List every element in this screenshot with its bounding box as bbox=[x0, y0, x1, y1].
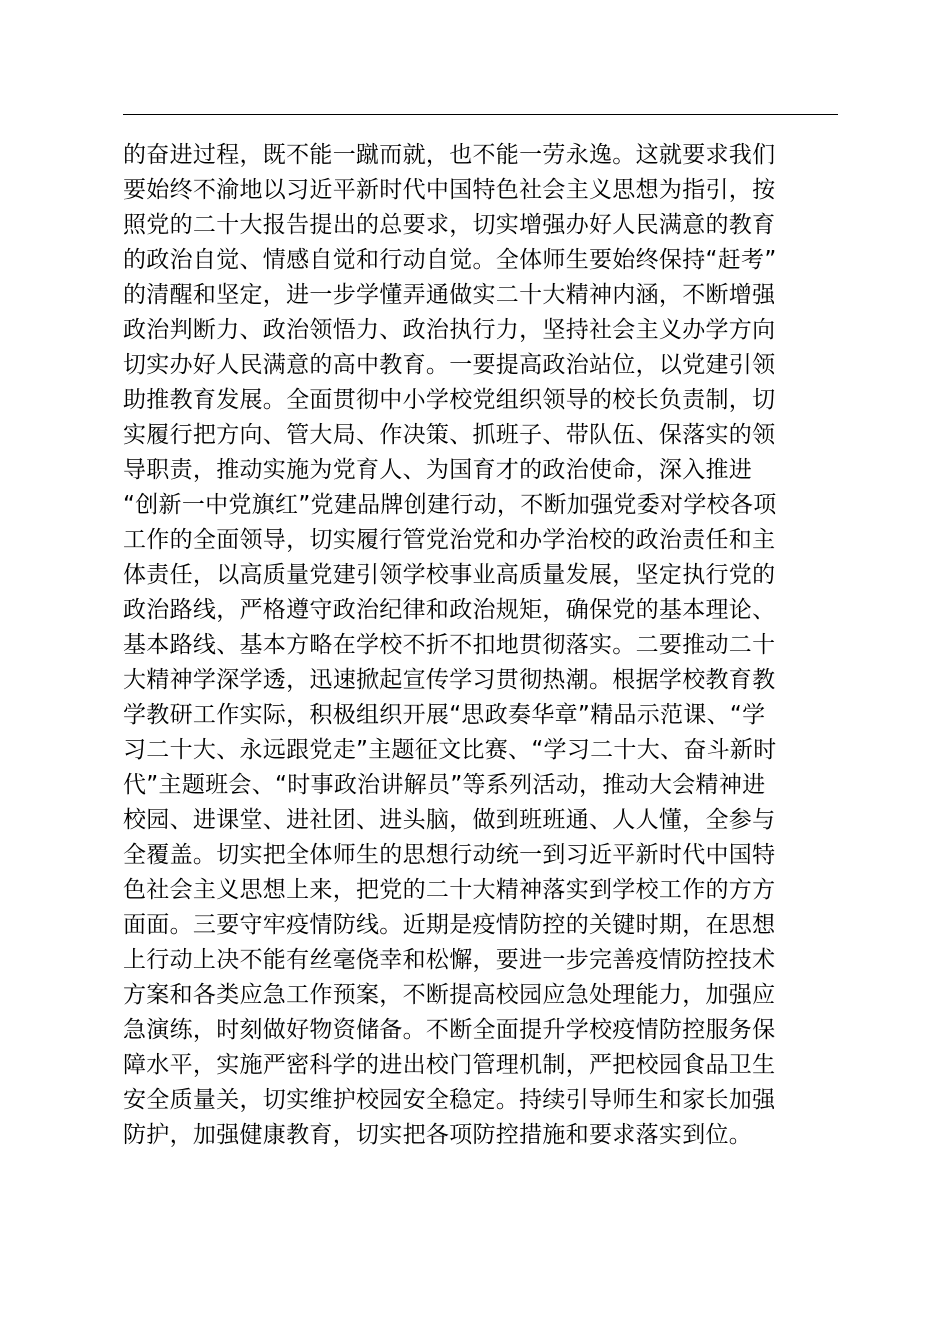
text-line: 防护，加强健康教育，切实把各项防控措施和要求落实到位。 bbox=[123, 1122, 753, 1148]
text-line: 导职责，推动实施为党育人、为国育才的政治使命，深入推进 bbox=[123, 457, 753, 483]
text-line: 政治判断力、政治领悟力、政治执行力，坚持社会主义办学方向 bbox=[123, 317, 776, 343]
text-line: 的政治自觉、情感自觉和行动自觉。全体师生要始终保持“赶考” bbox=[123, 247, 777, 273]
text-line: 政治路线，严格遵守政治纪律和政治规矩，确保党的基本理论、 bbox=[123, 597, 776, 623]
text-line: 习二十大、永远跟党走”主题征文比赛、“学习二十大、奋斗新时 bbox=[123, 737, 777, 763]
body-paragraph bbox=[123, 138, 838, 1153]
text-line: 体责任，以高质量党建引领学校事业高质量发展，坚定执行党的 bbox=[123, 562, 776, 588]
text-line: 面面。三要守牢疫情防线。近期是疫情防控的关键时期，在思想 bbox=[123, 912, 776, 938]
text-line: 色社会主义思想上来，把党的二十大精神落实到学校工作的方方 bbox=[123, 877, 776, 903]
text-line: 方案和各类应急工作预案，不断提高校园应急处理能力，加强应 bbox=[123, 982, 776, 1008]
text-line: 全覆盖。切实把全体师生的思想行动统一到习近平新时代中国特 bbox=[123, 842, 776, 868]
text-line: 的奋进过程，既不能一蹴而就，也不能一劳永逸。这就要求我们 bbox=[123, 142, 776, 168]
text-line: 安全质量关，切实维护校园安全稳定。持续引导师生和家长加强 bbox=[123, 1087, 776, 1113]
text-line: 实履行把方向、管大局、作决策、抓班子、带队伍、保落实的领 bbox=[123, 422, 776, 448]
text-line: 上行动上决不能有丝毫侥幸和松懈，要进一步完善疫情防控技术 bbox=[123, 947, 776, 973]
text-line: 校园、进课堂、进社团、进头脑，做到班班通、人人懂，全参与 bbox=[123, 807, 776, 833]
text-line: 照党的二十大报告提出的总要求，切实增强办好人民满意的教育 bbox=[123, 212, 776, 238]
text-line: 代”主题班会、“时事政治讲解员”等系列活动，推动大会精神进 bbox=[123, 772, 766, 798]
text-line: 学教研工作实际，积极组织开展“思政奏华章”精品示范课、“学 bbox=[123, 702, 766, 728]
text-line: 急演练，时刻做好物资储备。不断全面提升学校疫情防控服务保 bbox=[123, 1017, 776, 1043]
text-line: 基本路线、基本方略在学校不折不扣地贯彻落实。二要推动二十 bbox=[123, 632, 776, 658]
text-line: 大精神学深学透，迅速掀起宣传学习贯彻热潮。根据学校教育教 bbox=[123, 667, 776, 693]
text-line: 工作的全面领导，切实履行管党治党和办学治校的政治责任和主 bbox=[123, 527, 776, 553]
text-line: 障水平，实施严密科学的进出校门管理机制，严把校园食品卫生 bbox=[123, 1052, 776, 1078]
header-rule bbox=[123, 114, 838, 115]
text-line: 要始终不渝地以习近平新时代中国特色社会主义思想为指引，按 bbox=[123, 177, 776, 203]
text-line: 助推教育发展。全面贯彻中小学校党组织领导的校长负责制，切 bbox=[123, 387, 776, 413]
text-line: “创新一中党旗红”党建品牌创建行动，不断加强党委对学校各项 bbox=[123, 492, 777, 518]
text-line: 的清醒和坚定，进一步学懂弄通做实二十大精神内涵，不断增强 bbox=[123, 282, 776, 308]
text-line: 切实办好人民满意的高中教育。一要提高政治站位，以党建引领 bbox=[123, 352, 776, 378]
